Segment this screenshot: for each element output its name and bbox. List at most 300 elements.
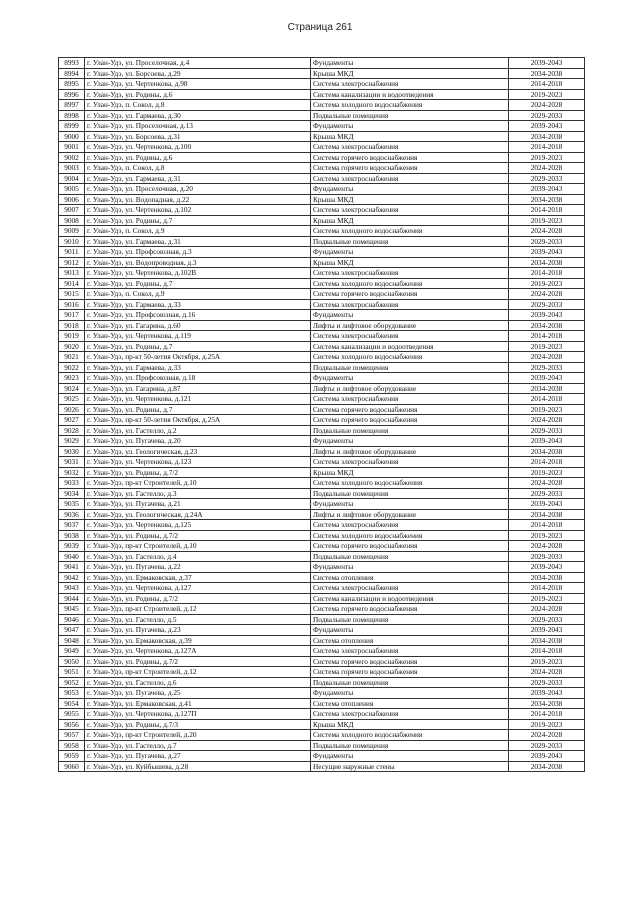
table-row	[59, 278, 585, 289]
period-cell: 2014-2018	[509, 268, 585, 279]
period-cell: 2034-2038	[509, 446, 585, 457]
address-cell: г. Улан-Удэ, п. Сокол, д.9	[85, 289, 311, 300]
address-cell: г. Улан-Удэ, ул. Гастелло, д.7	[85, 740, 311, 751]
table-row	[59, 404, 585, 415]
row-number-cell: 9032	[59, 467, 85, 478]
row-number-cell: 9048	[59, 635, 85, 646]
period-cell: 2039-2043	[509, 751, 585, 762]
row-number-cell: 9045	[59, 604, 85, 615]
table-row	[59, 677, 585, 688]
table-row	[59, 446, 585, 457]
address-cell: г. Улан-Удэ, ул. Гастелло, д.4	[85, 551, 311, 562]
system-cell: Крыша МКД	[311, 194, 509, 205]
system-cell: Система электроснабжения	[311, 394, 509, 405]
period-cell: 2034-2038	[509, 635, 585, 646]
system-cell: Крыша МКД	[311, 215, 509, 226]
address-cell: г. Улан-Удэ, ул. Родины, д.7/3	[85, 719, 311, 730]
system-cell: Подвальные помещения	[311, 677, 509, 688]
table-row	[59, 730, 585, 741]
row-number-cell: 9023	[59, 373, 85, 384]
address-cell: г. Улан-Удэ, ул. Гармаева, д.30	[85, 110, 311, 121]
table-row	[59, 499, 585, 510]
address-cell: г. Улан-Удэ, ул. Пугачева, д.27	[85, 751, 311, 762]
system-cell: Система электроснабжения	[311, 299, 509, 310]
row-number-cell: 9028	[59, 425, 85, 436]
row-number-cell: 9004	[59, 173, 85, 184]
period-cell: 2034-2038	[509, 698, 585, 709]
address-cell: г. Улан-Удэ, пр-кт Строителей, д.12	[85, 604, 311, 615]
address-cell: г. Улан-Удэ, ул. Чертенкова, д.125	[85, 520, 311, 531]
row-number-cell: 9010	[59, 236, 85, 247]
table-row	[59, 751, 585, 762]
system-cell: Система горячего водоснабжения	[311, 289, 509, 300]
address-cell: г. Улан-Удэ, ул. Ермаковская, д.39	[85, 635, 311, 646]
address-cell: г. Улан-Удэ, ул. Родины, д.7	[85, 215, 311, 226]
system-cell: Система электроснабжения	[311, 583, 509, 594]
address-cell: г. Улан-Удэ, пр-кт Строителей, д.12	[85, 667, 311, 678]
row-number-cell: 9006	[59, 194, 85, 205]
row-number-cell: 9003	[59, 163, 85, 174]
address-cell: г. Улан-Удэ, ул. Гагарина, д.60	[85, 320, 311, 331]
table-row	[59, 299, 585, 310]
table-row	[59, 488, 585, 499]
row-number-cell: 9002	[59, 152, 85, 163]
address-cell: г. Улан-Удэ, ул. Пугачева, д.22	[85, 562, 311, 573]
table-row	[59, 142, 585, 153]
row-number-cell: 9015	[59, 289, 85, 300]
row-number-cell: 9027	[59, 415, 85, 426]
system-cell: Крыша МКД	[311, 719, 509, 730]
row-number-cell: 9037	[59, 520, 85, 531]
period-cell: 2034-2038	[509, 131, 585, 142]
period-cell: 2014-2018	[509, 331, 585, 342]
system-cell: Подвальные помещения	[311, 740, 509, 751]
row-number-cell: 9054	[59, 698, 85, 709]
address-cell: г. Улан-Удэ, ул. Геологическая, д.23	[85, 446, 311, 457]
address-cell: г. Улан-Удэ, ул. Гастелло, д.3	[85, 488, 311, 499]
system-cell: Фундаменты	[311, 751, 509, 762]
table-row	[59, 761, 585, 772]
registry-table-body	[59, 58, 585, 772]
system-cell: Система холодного водоснабжения	[311, 730, 509, 741]
period-cell: 2029-2033	[509, 299, 585, 310]
address-cell: г. Улан-Удэ, ул. Проселочная, д.4	[85, 58, 311, 69]
row-number-cell: 8998	[59, 110, 85, 121]
registry-table	[58, 57, 585, 772]
row-number-cell: 9008	[59, 215, 85, 226]
row-number-cell: 9031	[59, 457, 85, 468]
period-cell: 2014-2018	[509, 205, 585, 216]
address-cell: г. Улан-Удэ, ул. Чертенкова, д.127П	[85, 709, 311, 720]
system-cell: Фундаменты	[311, 625, 509, 636]
table-row	[59, 341, 585, 352]
row-number-cell: 9043	[59, 583, 85, 594]
row-number-cell: 9042	[59, 572, 85, 583]
period-cell: 2039-2043	[509, 562, 585, 573]
address-cell: г. Улан-Удэ, ул. Профсоюзная, д.16	[85, 310, 311, 321]
row-number-cell: 8994	[59, 68, 85, 79]
table-row	[59, 520, 585, 531]
address-cell: г. Улан-Удэ, п. Сокол, д.8	[85, 100, 311, 111]
table-row	[59, 698, 585, 709]
table-row	[59, 656, 585, 667]
row-number-cell: 8993	[59, 58, 85, 69]
table-row	[59, 184, 585, 195]
period-cell: 2019-2023	[509, 593, 585, 604]
period-cell: 2039-2043	[509, 58, 585, 69]
table-row	[59, 478, 585, 489]
system-cell: Фундаменты	[311, 562, 509, 573]
row-number-cell: 9022	[59, 362, 85, 373]
period-cell: 2014-2018	[509, 394, 585, 405]
table-row	[59, 373, 585, 384]
address-cell: г. Улан-Удэ, ул. Профсоюзная, д.3	[85, 247, 311, 258]
period-cell: 2014-2018	[509, 709, 585, 720]
period-cell: 2029-2033	[509, 173, 585, 184]
table-row	[59, 163, 585, 174]
system-cell: Подвальные помещения	[311, 110, 509, 121]
period-cell: 2029-2033	[509, 551, 585, 562]
address-cell: г. Улан-Удэ, ул. Пугачева, д.21	[85, 499, 311, 510]
system-cell: Система электроснабжения	[311, 646, 509, 657]
address-cell: г. Улан-Удэ, ул. Родины, д.7	[85, 341, 311, 352]
address-cell: г. Улан-Удэ, ул. Борсоева, д.29	[85, 68, 311, 79]
system-cell: Система электроснабжения	[311, 173, 509, 184]
system-cell: Подвальные помещения	[311, 551, 509, 562]
period-cell: 2034-2038	[509, 572, 585, 583]
row-number-cell: 9013	[59, 268, 85, 279]
address-cell: г. Улан-Удэ, пр-кт Строителей, д.10	[85, 478, 311, 489]
table-row	[59, 310, 585, 321]
period-cell: 2029-2033	[509, 110, 585, 121]
address-cell: г. Улан-Удэ, пр-кт 50-летия Октября, д.25А	[85, 352, 311, 363]
system-cell: Фундаменты	[311, 310, 509, 321]
row-number-cell: 9033	[59, 478, 85, 489]
address-cell: г. Улан-Удэ, ул. Чертенкова, д.119	[85, 331, 311, 342]
row-number-cell: 9024	[59, 383, 85, 394]
system-cell: Подвальные помещения	[311, 614, 509, 625]
period-cell: 2024-2028	[509, 289, 585, 300]
period-cell: 2034-2038	[509, 761, 585, 772]
address-cell: г. Улан-Удэ, ул. Чертенкова, д.100	[85, 142, 311, 153]
system-cell: Крыша МКД	[311, 131, 509, 142]
system-cell: Система электроснабжения	[311, 142, 509, 153]
system-cell: Система холодного водоснабжения	[311, 478, 509, 489]
row-number-cell: 9038	[59, 530, 85, 541]
row-number-cell: 9057	[59, 730, 85, 741]
system-cell: Фундаменты	[311, 373, 509, 384]
system-cell: Фундаменты	[311, 58, 509, 69]
table-row	[59, 268, 585, 279]
address-cell: г. Улан-Удэ, ул. Чертенкова, д.123	[85, 457, 311, 468]
address-cell: г. Улан-Удэ, ул. Пугачева, д.25	[85, 688, 311, 699]
address-cell: г. Улан-Удэ, ул. Борсоева, д.31	[85, 131, 311, 142]
address-cell: г. Улан-Удэ, ул. Гастелло, д.2	[85, 425, 311, 436]
system-cell: Подвальные помещения	[311, 362, 509, 373]
period-cell: 2019-2023	[509, 656, 585, 667]
address-cell: г. Улан-Удэ, ул. Чертенкова, д.98	[85, 79, 311, 90]
row-number-cell: 9034	[59, 488, 85, 499]
system-cell: Система канализации и водоотведения	[311, 89, 509, 100]
system-cell: Система отопления	[311, 698, 509, 709]
address-cell: г. Улан-Удэ, ул. Гагарина, д.87	[85, 383, 311, 394]
table-row	[59, 614, 585, 625]
table-row	[59, 530, 585, 541]
period-cell: 2024-2028	[509, 226, 585, 237]
table-row	[59, 583, 585, 594]
system-cell: Фундаменты	[311, 499, 509, 510]
system-cell: Система электроснабжения	[311, 709, 509, 720]
system-cell: Система холодного водоснабжения	[311, 226, 509, 237]
period-cell: 2019-2023	[509, 467, 585, 478]
table-row	[59, 551, 585, 562]
row-number-cell: 9001	[59, 142, 85, 153]
row-number-cell: 8999	[59, 121, 85, 132]
period-cell: 2019-2023	[509, 89, 585, 100]
system-cell: Система горячего водоснабжения	[311, 604, 509, 615]
address-cell: г. Улан-Удэ, ул. Куйбышева, д.28	[85, 761, 311, 772]
row-number-cell: 8997	[59, 100, 85, 111]
row-number-cell: 9046	[59, 614, 85, 625]
table-row	[59, 635, 585, 646]
system-cell: Система канализации и водоотведения	[311, 341, 509, 352]
row-number-cell: 9050	[59, 656, 85, 667]
period-cell: 2019-2023	[509, 152, 585, 163]
period-cell: 2019-2023	[509, 719, 585, 730]
system-cell: Лифты и лифтовое оборудование	[311, 320, 509, 331]
system-cell: Система электроснабжения	[311, 457, 509, 468]
table-row	[59, 646, 585, 657]
system-cell: Фундаменты	[311, 688, 509, 699]
system-cell: Система горячего водоснабжения	[311, 656, 509, 667]
table-row	[59, 709, 585, 720]
system-cell: Система электроснабжения	[311, 268, 509, 279]
system-cell: Система горячего водоснабжения	[311, 541, 509, 552]
address-cell: г. Улан-Удэ, ул. Профсоюзная, д.18	[85, 373, 311, 384]
table-row	[59, 740, 585, 751]
system-cell: Система отопления	[311, 635, 509, 646]
table-row	[59, 394, 585, 405]
table-row	[59, 415, 585, 426]
table-row	[59, 110, 585, 121]
period-cell: 2024-2028	[509, 730, 585, 741]
address-cell: г. Улан-Удэ, ул. Гармаева, д.33	[85, 362, 311, 373]
table-row	[59, 121, 585, 132]
row-number-cell: 9005	[59, 184, 85, 195]
period-cell: 2019-2023	[509, 215, 585, 226]
system-cell: Система электроснабжения	[311, 79, 509, 90]
row-number-cell: 9016	[59, 299, 85, 310]
period-cell: 2039-2043	[509, 310, 585, 321]
system-cell: Подвальные помещения	[311, 488, 509, 499]
table-row	[59, 331, 585, 342]
period-cell: 2024-2028	[509, 163, 585, 174]
table-row	[59, 467, 585, 478]
row-number-cell: 9012	[59, 257, 85, 268]
row-number-cell: 9039	[59, 541, 85, 552]
table-row	[59, 205, 585, 216]
address-cell: г. Улан-Удэ, ул. Родины, д.7/2	[85, 593, 311, 604]
period-cell: 2034-2038	[509, 509, 585, 520]
system-cell: Лифты и лифтовое оборудование	[311, 383, 509, 394]
row-number-cell: 9041	[59, 562, 85, 573]
address-cell: г. Улан-Удэ, ул. Родины, д.7/2	[85, 530, 311, 541]
address-cell: г. Улан-Удэ, п. Сокол, д.8	[85, 163, 311, 174]
period-cell: 2039-2043	[509, 373, 585, 384]
address-cell: г. Улан-Удэ, ул. Родины, д.6	[85, 89, 311, 100]
system-cell: Система электроснабжения	[311, 331, 509, 342]
table-row	[59, 58, 585, 69]
system-cell: Система электроснабжения	[311, 520, 509, 531]
address-cell: г. Улан-Удэ, ул. Родины, д.6	[85, 152, 311, 163]
system-cell: Несущие наружные стены	[311, 761, 509, 772]
row-number-cell: 8995	[59, 79, 85, 90]
table-row	[59, 215, 585, 226]
period-cell: 2029-2033	[509, 677, 585, 688]
period-cell: 2024-2028	[509, 352, 585, 363]
address-cell: г. Улан-Удэ, пр-кт Строителей, д.20	[85, 730, 311, 741]
table-row	[59, 688, 585, 699]
period-cell: 2024-2028	[509, 541, 585, 552]
period-cell: 2024-2028	[509, 604, 585, 615]
system-cell: Фундаменты	[311, 247, 509, 258]
period-cell: 2029-2033	[509, 740, 585, 751]
period-cell: 2014-2018	[509, 583, 585, 594]
period-cell: 2034-2038	[509, 383, 585, 394]
address-cell: г. Улан-Удэ, пр-кт Строителей, д.10	[85, 541, 311, 552]
period-cell: 2039-2043	[509, 247, 585, 258]
page-title: Страница 261	[287, 22, 353, 33]
row-number-cell: 9009	[59, 226, 85, 237]
address-cell: г. Улан-Удэ, ул. Проселочная, д.13	[85, 121, 311, 132]
system-cell: Система холодного водоснабжения	[311, 352, 509, 363]
period-cell: 2019-2023	[509, 404, 585, 415]
address-cell: г. Улан-Удэ, ул. Родины, д.7	[85, 278, 311, 289]
period-cell: 2029-2033	[509, 614, 585, 625]
row-number-cell: 9052	[59, 677, 85, 688]
row-number-cell: 9011	[59, 247, 85, 258]
row-number-cell: 9059	[59, 751, 85, 762]
period-cell: 2039-2043	[509, 499, 585, 510]
row-number-cell: 9014	[59, 278, 85, 289]
table-row	[59, 509, 585, 520]
table-row	[59, 152, 585, 163]
address-cell: г. Улан-Удэ, ул. Чертенкова, д.127	[85, 583, 311, 594]
row-number-cell: 9058	[59, 740, 85, 751]
period-cell: 2024-2028	[509, 667, 585, 678]
system-cell: Система горячего водоснабжения	[311, 163, 509, 174]
address-cell: г. Улан-Удэ, ул. Пугачева, д.23	[85, 625, 311, 636]
table-row	[59, 383, 585, 394]
row-number-cell: 9007	[59, 205, 85, 216]
table-row	[59, 719, 585, 730]
table-row	[59, 457, 585, 468]
row-number-cell: 9030	[59, 446, 85, 457]
address-cell: г. Улан-Удэ, ул. Гастелло, д.6	[85, 677, 311, 688]
system-cell: Лифты и лифтовое оборудование	[311, 446, 509, 457]
table-row	[59, 173, 585, 184]
table-row	[59, 541, 585, 552]
table-row	[59, 320, 585, 331]
table-row	[59, 625, 585, 636]
row-number-cell: 9025	[59, 394, 85, 405]
period-cell: 2029-2033	[509, 236, 585, 247]
row-number-cell: 9035	[59, 499, 85, 510]
address-cell: г. Улан-Удэ, ул. Родины, д.7/2	[85, 467, 311, 478]
row-number-cell: 9053	[59, 688, 85, 699]
address-cell: г. Улан-Удэ, ул. Чертенкова, д.102	[85, 205, 311, 216]
period-cell: 2014-2018	[509, 457, 585, 468]
table-row	[59, 425, 585, 436]
system-cell: Фундаменты	[311, 184, 509, 195]
period-cell: 2034-2038	[509, 257, 585, 268]
system-cell: Крыша МКД	[311, 257, 509, 268]
period-cell: 2014-2018	[509, 79, 585, 90]
table-row	[59, 593, 585, 604]
table-row	[59, 289, 585, 300]
table-row	[59, 667, 585, 678]
address-cell: г. Улан-Удэ, п. Сокол, д.9	[85, 226, 311, 237]
table-row	[59, 352, 585, 363]
table-row	[59, 68, 585, 79]
period-cell: 2014-2018	[509, 142, 585, 153]
row-number-cell: 9040	[59, 551, 85, 562]
system-cell: Фундаменты	[311, 436, 509, 447]
row-number-cell: 9000	[59, 131, 85, 142]
row-number-cell: 9056	[59, 719, 85, 730]
period-cell: 2039-2043	[509, 121, 585, 132]
system-cell: Система отопления	[311, 572, 509, 583]
address-cell: г. Улан-Удэ, ул. Чертенкова, д.121	[85, 394, 311, 405]
table-row	[59, 226, 585, 237]
row-number-cell: 9021	[59, 352, 85, 363]
address-cell: г. Улан-Удэ, ул. Чертенкова, д.127А	[85, 646, 311, 657]
system-cell: Подвальные помещения	[311, 425, 509, 436]
address-cell: г. Улан-Удэ, ул. Пугачева, д.20	[85, 436, 311, 447]
period-cell: 2024-2028	[509, 415, 585, 426]
row-number-cell: 9051	[59, 667, 85, 678]
row-number-cell: 9049	[59, 646, 85, 657]
system-cell: Система холодного водоснабжения	[311, 278, 509, 289]
table-row	[59, 247, 585, 258]
table-row	[59, 257, 585, 268]
period-cell: 2014-2018	[509, 646, 585, 657]
address-cell: г. Улан-Удэ, ул. Гармаева, д.33	[85, 299, 311, 310]
period-cell: 2039-2043	[509, 688, 585, 699]
row-number-cell: 9060	[59, 761, 85, 772]
system-cell: Крыша МКД	[311, 68, 509, 79]
row-number-cell: 9029	[59, 436, 85, 447]
system-cell: Система горячего водоснабжения	[311, 415, 509, 426]
table-row	[59, 236, 585, 247]
period-cell: 2024-2028	[509, 478, 585, 489]
period-cell: 2014-2018	[509, 520, 585, 531]
table-row	[59, 436, 585, 447]
table-row	[59, 604, 585, 615]
table-row	[59, 562, 585, 573]
period-cell: 2029-2033	[509, 488, 585, 499]
period-cell: 2019-2023	[509, 341, 585, 352]
period-cell: 2039-2043	[509, 184, 585, 195]
system-cell: Система холодного водоснабжения	[311, 100, 509, 111]
address-cell: г. Улан-Удэ, ул. Родины, д.7	[85, 404, 311, 415]
address-cell: г. Улан-Удэ, ул. Геологическая, д.24А	[85, 509, 311, 520]
address-cell: г. Улан-Удэ, ул. Гастелло, д.5	[85, 614, 311, 625]
period-cell: 2034-2038	[509, 194, 585, 205]
row-number-cell: 9026	[59, 404, 85, 415]
period-cell: 2039-2043	[509, 625, 585, 636]
table-row	[59, 89, 585, 100]
